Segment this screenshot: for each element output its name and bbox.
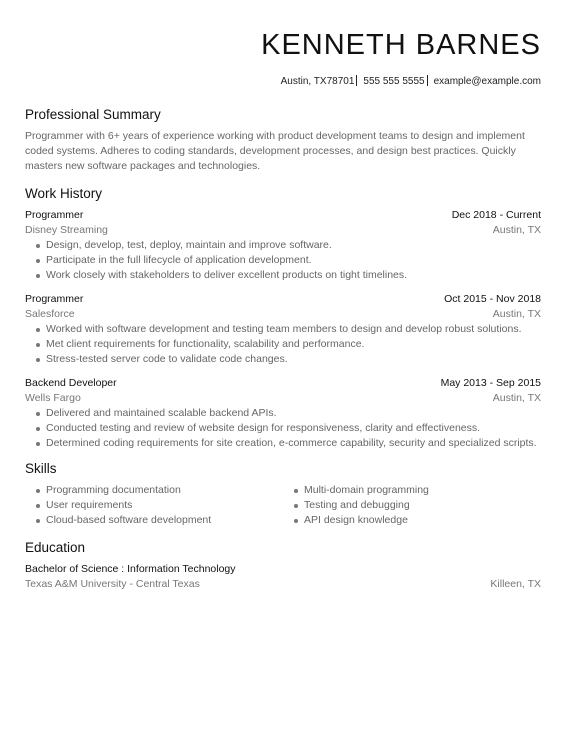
bullet-icon	[36, 244, 40, 248]
contact-separator	[427, 75, 428, 86]
list-item: Determined coding requirements for site creation, e-commerce capability, security and specialized scripts.	[46, 436, 541, 451]
section-title-work: Work History	[25, 186, 103, 201]
list-item: Programming documentation	[46, 483, 283, 498]
contact-separator	[356, 75, 357, 86]
skills-section	[25, 460, 541, 528]
list-item: Cloud-based software development	[46, 513, 283, 528]
bullet-icon	[36, 412, 40, 416]
work-history-section	[25, 185, 541, 451]
summary-section	[25, 106, 541, 174]
list-item: Conducted testing and review of website design for responsiveness, clarity and effectiveness.	[46, 421, 541, 436]
skills-column-left	[25, 483, 283, 528]
list-item: Multi-domain programming	[304, 483, 541, 498]
bullet-icon	[36, 489, 40, 493]
job-title: Backend Developer	[25, 377, 117, 389]
job-entry	[25, 208, 541, 283]
section-title-skills: Skills	[25, 461, 57, 476]
job-location: Austin, TX	[492, 224, 541, 236]
education-section	[25, 539, 541, 592]
resume-header	[25, 0, 541, 89]
list-item: Met client requirements for functionality, scalability and performance.	[46, 337, 541, 352]
skills-columns	[25, 483, 541, 528]
section-title-summary: Professional Summary	[25, 107, 161, 122]
list-item: Worked with software development and testing team members to design and develop robust solutions.	[46, 322, 541, 337]
education-school: Texas A&M University - Central Texas	[25, 578, 200, 590]
list-item: Design, develop, test, deploy, maintain and improve software.	[46, 238, 541, 253]
bullet-icon	[36, 259, 40, 263]
bullet-icon	[36, 274, 40, 278]
bullet-icon	[36, 343, 40, 347]
education-degree: Bachelor of Science : Information Technology	[25, 563, 236, 575]
list-item: User requirements	[46, 498, 283, 513]
contact-phone: 555 555 5555	[363, 76, 425, 87]
education-location: Killeen, TX	[490, 578, 541, 590]
job-title: Programmer	[25, 209, 84, 221]
bullet-icon	[36, 519, 40, 523]
job-bullets	[25, 238, 541, 283]
list-item: Work closely with stakeholders to deliver excellent products on tight timelines.	[46, 268, 541, 283]
bullet-icon	[36, 427, 40, 431]
job-dates: May 2013 - Sep 2015	[440, 377, 541, 389]
candidate-name: KENNETH BARNES	[261, 29, 541, 61]
job-location: Austin, TX	[492, 392, 541, 404]
bullet-icon	[294, 519, 298, 523]
job-dates: Dec 2018 - Current	[451, 209, 541, 221]
bullet-icon	[294, 489, 298, 493]
list-item: API design knowledge	[304, 513, 541, 528]
bullet-icon	[36, 442, 40, 446]
job-dates: Oct 2015 - Nov 2018	[444, 293, 541, 305]
contact-line	[25, 75, 541, 89]
job-company: Wells Fargo	[25, 392, 81, 404]
job-entry	[25, 376, 541, 451]
job-location: Austin, TX	[492, 308, 541, 320]
job-bullets	[25, 322, 541, 367]
list-item: Participate in the full lifecycle of application development.	[46, 253, 541, 268]
bullet-icon	[36, 504, 40, 508]
summary-text: Programmer with 6+ years of experience working with product development teams to design and implement coded systems. Adheres to coding standards, development processes, and design best practices. Quickly masters new software packages and technologies.	[25, 130, 525, 172]
list-item: Stress-tested server code to validate code changes.	[46, 352, 541, 367]
job-bullets	[25, 406, 541, 451]
job-company: Disney Streaming	[25, 224, 108, 236]
bullet-icon	[36, 358, 40, 362]
bullet-icon	[294, 504, 298, 508]
list-item: Delivered and maintained scalable backend APIs.	[46, 406, 541, 421]
job-company: Salesforce	[25, 308, 75, 320]
job-entry	[25, 292, 541, 367]
bullet-icon	[36, 328, 40, 332]
section-title-education: Education	[25, 540, 86, 555]
job-title: Programmer	[25, 293, 84, 305]
list-item: Testing and debugging	[304, 498, 541, 513]
contact-email: example@example.com	[433, 76, 541, 87]
skills-column-right	[283, 483, 541, 528]
contact-location: Austin, TX78701	[280, 76, 355, 87]
